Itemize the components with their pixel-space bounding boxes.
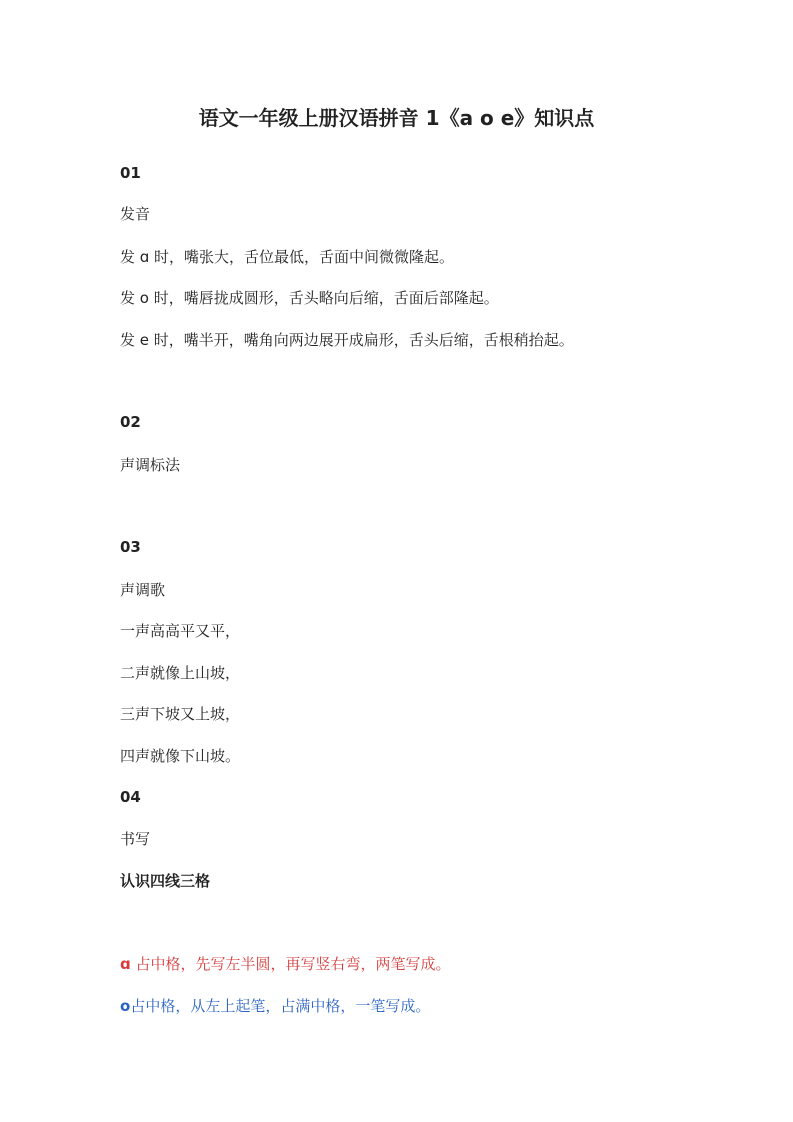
document-title: 语文一年级上册汉语拼音 1《a o e》知识点 (198, 106, 595, 130)
tone-song-line-1: 一声高高平又平， (120, 622, 241, 640)
tone-song-line-4: 四声就像下山坡。 (120, 747, 241, 765)
letter-o-glyph: o (120, 997, 131, 1015)
pronunciation-line-e: 发 e 时，嘴半开，嘴角向两边展开成扁形，舌头后缩，舌根稍抬起。 (120, 331, 574, 349)
letter-a-glyph: ɑ (120, 955, 131, 973)
writing-note-o (120, 995, 430, 1017)
pronunciation-line-o: 发 o 时，嘴唇拢成圆形，舌头略向后缩，舌面后部隆起。 (120, 289, 499, 307)
writing-note-a (120, 953, 451, 975)
section-number-01: 01 (120, 164, 141, 182)
subheading-four-lines-three-grids: 认识四线三格 (120, 872, 211, 890)
section-heading-tone-marking: 声调标法 (120, 456, 181, 474)
section-number-03: 03 (120, 538, 141, 556)
section-heading-pronunciation: 发音 (120, 205, 151, 223)
section-number-02: 02 (120, 413, 141, 431)
section-heading-tone-song: 声调歌 (120, 581, 166, 599)
writing-note-o-text: 占中格，从左上起笔，占满中格，一笔写成。 (130, 997, 431, 1015)
section-heading-writing: 书写 (120, 830, 151, 848)
section-number-04: 04 (120, 788, 141, 806)
pronunciation-line-a: 发 ɑ 时，嘴张大，舌位最低，舌面中间微微隆起。 (120, 248, 455, 266)
tone-song-line-2: 二声就像上山坡， (120, 664, 241, 682)
tone-song-line-3: 三声下坡又上坡， (120, 705, 241, 723)
writing-note-a-text: 占中格，先写左半圆，再写竖右弯，两笔写成。 (130, 955, 451, 973)
